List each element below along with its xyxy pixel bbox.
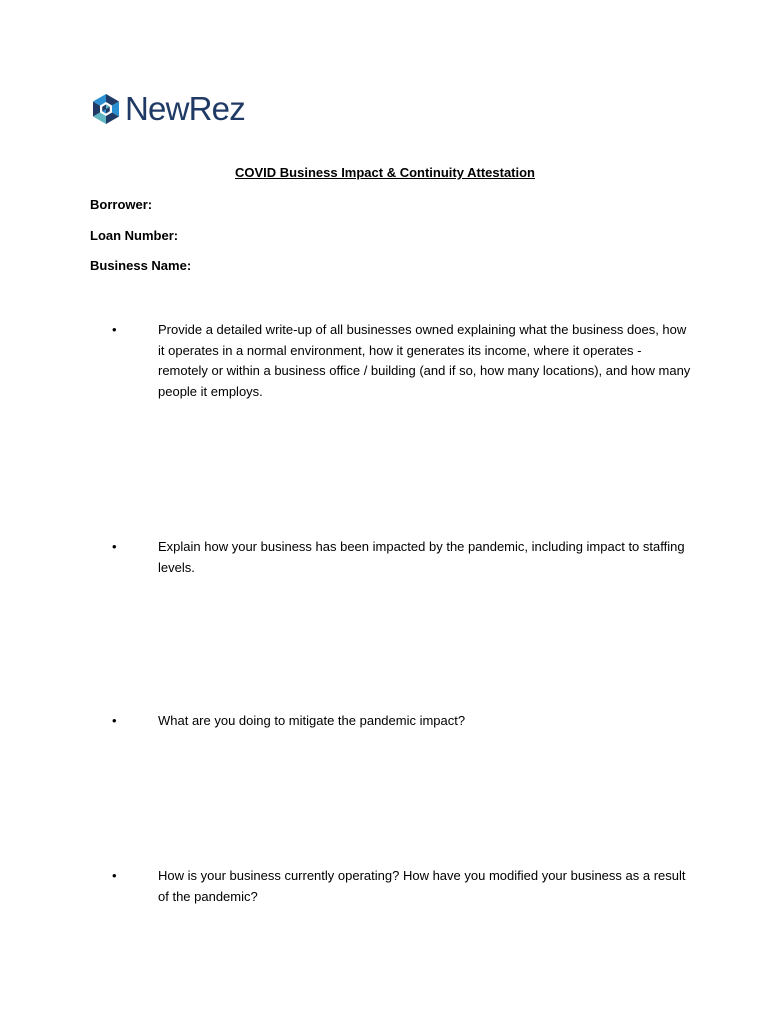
bullet-icon: • (112, 713, 117, 728)
question-text: How is your business currently operating? How have you modified your business as a result of the pandemic? (158, 868, 686, 904)
question-item (112, 537, 692, 578)
question-item (112, 711, 692, 732)
newrez-hex-logo-icon (90, 93, 122, 125)
business-name-label: Business Name: (90, 258, 192, 273)
question-item (112, 320, 692, 402)
newrez-logo-text: NewRez (125, 90, 245, 127)
question-item (112, 866, 692, 907)
bullet-icon: • (112, 322, 117, 337)
borrower-label: Borrower: (90, 197, 153, 212)
document-title: COVID Business Impact & Continuity Attestation (235, 165, 535, 180)
bullet-icon: • (112, 539, 117, 554)
bullet-icon: • (112, 868, 117, 883)
question-text: Explain how your business has been impacted by the pandemic, including impact to staffing levels. (158, 539, 685, 575)
newrez-logo (90, 90, 245, 128)
loan-number-label: Loan Number: (90, 228, 179, 243)
question-text: Provide a detailed write-up of all businesses owned explaining what the business does, how it operates in a normal environment, how it generates its income, where it operates - remotely or within a business office / building (and if so, how many locations), and how many people it employs. (158, 322, 691, 399)
question-text: What are you doing to mitigate the pandemic impact? (158, 713, 466, 728)
